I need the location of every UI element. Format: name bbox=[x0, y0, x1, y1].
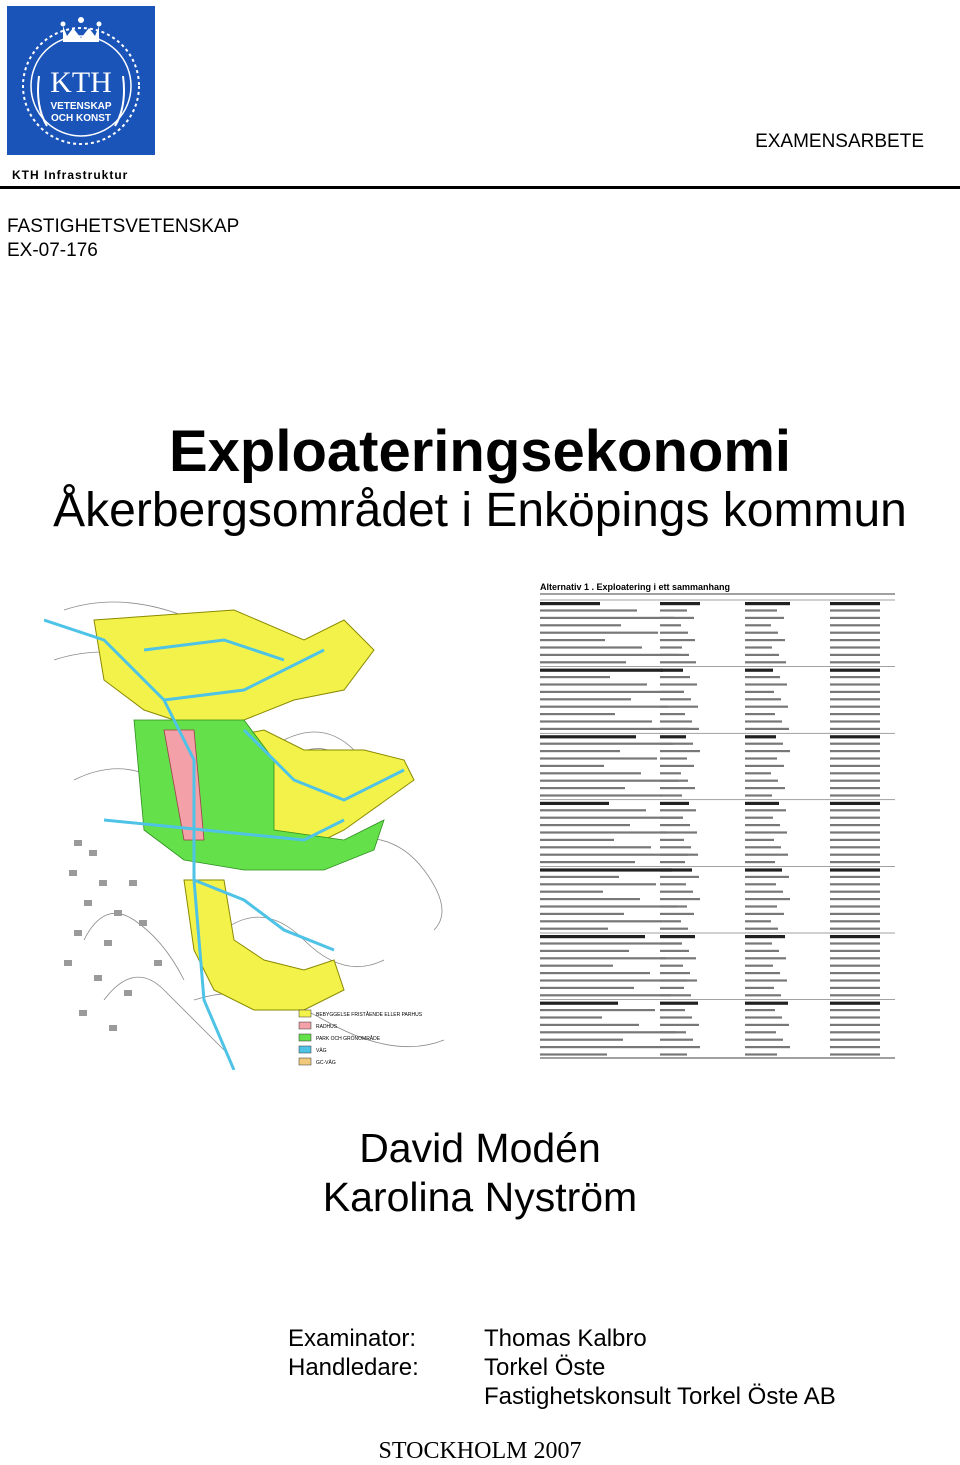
table-text-line bbox=[660, 809, 696, 811]
logo-line2: OCH KONST bbox=[51, 113, 111, 124]
table-text-line bbox=[660, 883, 686, 885]
table-text-line bbox=[745, 780, 778, 782]
table-text-line bbox=[830, 957, 880, 959]
table-text-line bbox=[660, 780, 688, 782]
table-text-line bbox=[660, 824, 690, 826]
table-text-line bbox=[660, 928, 688, 930]
examiner-label: Examinator: bbox=[288, 1325, 417, 1352]
table-text-line bbox=[830, 780, 880, 782]
table-text-line bbox=[540, 965, 613, 967]
table-text-line bbox=[540, 1024, 639, 1026]
table-text-line bbox=[745, 720, 782, 722]
table-text-line bbox=[745, 698, 781, 700]
table-text-line bbox=[660, 1009, 685, 1011]
table-text-line bbox=[745, 928, 778, 930]
table-text-line bbox=[540, 609, 637, 611]
table-text-line bbox=[830, 669, 880, 672]
table-text-line bbox=[830, 920, 880, 922]
table-text-line bbox=[830, 802, 880, 805]
table-text-line bbox=[660, 861, 685, 863]
table-text-line bbox=[830, 817, 880, 819]
table-text-line bbox=[745, 617, 784, 619]
table-text-line bbox=[540, 846, 651, 848]
table-text-line bbox=[660, 713, 685, 715]
table-text-line bbox=[830, 972, 880, 974]
table-text-line bbox=[540, 898, 640, 900]
table-text-line bbox=[540, 654, 679, 656]
table-text-line bbox=[830, 639, 880, 641]
table-text-line bbox=[660, 854, 698, 856]
table-text-line bbox=[660, 728, 699, 730]
svg-text:GC-VÄG: GC-VÄG bbox=[316, 1060, 336, 1066]
table-text-line bbox=[830, 1039, 880, 1041]
table-text-line bbox=[830, 706, 880, 708]
table-text-line bbox=[830, 913, 880, 915]
table-text-line bbox=[745, 706, 788, 708]
table-text-line bbox=[745, 898, 790, 900]
table-text-line bbox=[660, 706, 698, 708]
table-text-line bbox=[660, 676, 690, 678]
table-text-line bbox=[540, 787, 625, 789]
department-name: FASTIGHETSVETENSKAP bbox=[7, 216, 240, 237]
table-text-line bbox=[540, 757, 657, 759]
table-text-line bbox=[540, 669, 663, 672]
table-text-line bbox=[830, 928, 880, 930]
table-text-line bbox=[830, 794, 880, 796]
table-text-line bbox=[745, 691, 774, 693]
table-text-line bbox=[540, 1053, 607, 1055]
table-text-line bbox=[660, 891, 693, 893]
table-text-line bbox=[660, 965, 683, 967]
table-text-line bbox=[660, 876, 699, 878]
table-text-line bbox=[830, 1024, 880, 1026]
table-text-line bbox=[660, 905, 687, 907]
table-text-line bbox=[540, 750, 620, 752]
table-text-line bbox=[830, 691, 880, 693]
table-text-line bbox=[540, 632, 658, 634]
table-text-line bbox=[660, 609, 687, 611]
table-text-line bbox=[830, 868, 880, 871]
table-text-line bbox=[660, 646, 682, 648]
table-text-line bbox=[830, 979, 880, 981]
table-text-line bbox=[830, 809, 880, 811]
header-divider bbox=[0, 186, 960, 189]
table-text-line bbox=[660, 750, 700, 752]
table-text-line bbox=[745, 854, 788, 856]
table-text-line bbox=[540, 617, 674, 619]
table-text-line bbox=[660, 979, 697, 981]
table-text-line bbox=[745, 868, 782, 871]
table-text-line bbox=[745, 1031, 776, 1033]
svg-text:VÄG: VÄG bbox=[316, 1048, 327, 1054]
table-text-line bbox=[745, 987, 774, 989]
table-text-line bbox=[540, 720, 652, 722]
table-text-line bbox=[660, 898, 700, 900]
area-map bbox=[44, 580, 464, 1070]
supervisor-company: Fastighetskonsult Torkel Öste AB bbox=[484, 1383, 836, 1410]
table-text-line bbox=[745, 1024, 789, 1026]
table-text-line bbox=[660, 1002, 698, 1005]
table-text-line bbox=[660, 698, 691, 700]
table-text-line bbox=[745, 654, 779, 656]
table-text-line bbox=[540, 913, 624, 915]
author-1: David Modén bbox=[359, 1125, 601, 1171]
table-text-line bbox=[830, 772, 880, 774]
table-text-line bbox=[540, 994, 671, 996]
table-text-line bbox=[540, 698, 631, 700]
table-text-line bbox=[540, 987, 634, 989]
logo-kth-text: KTH bbox=[50, 66, 112, 99]
table-text-line bbox=[745, 609, 777, 611]
table-text-line bbox=[830, 757, 880, 759]
table-text-line bbox=[745, 683, 787, 685]
table-text-line bbox=[660, 683, 697, 685]
table-text-line bbox=[660, 972, 690, 974]
table-text-line bbox=[540, 1002, 618, 1005]
table-text-line bbox=[745, 839, 774, 841]
table-text-line bbox=[540, 602, 600, 605]
table-text-line bbox=[830, 743, 880, 745]
table-text-line bbox=[830, 624, 880, 626]
table-text-line bbox=[745, 1053, 777, 1055]
supervisor-label: Handledare: bbox=[288, 1354, 419, 1381]
table-text-line bbox=[745, 935, 785, 938]
table-text-line bbox=[745, 632, 778, 634]
table-text-line bbox=[830, 942, 880, 944]
table-text-line bbox=[540, 1046, 660, 1048]
table-text-line bbox=[830, 965, 880, 967]
table-text-line bbox=[745, 883, 776, 885]
table-text-line bbox=[745, 787, 785, 789]
table-text-line bbox=[830, 883, 880, 885]
document-type: EXAMENSARBETE bbox=[755, 131, 924, 152]
table-text-line bbox=[540, 920, 661, 922]
table-text-line bbox=[540, 780, 678, 782]
table-text-line bbox=[830, 728, 880, 730]
table-text-line bbox=[540, 824, 630, 826]
table-text-line bbox=[830, 750, 880, 752]
table-text-line bbox=[745, 994, 781, 996]
table-text-line bbox=[830, 854, 880, 856]
table-text-line bbox=[830, 935, 880, 938]
table-text-line bbox=[660, 772, 681, 774]
table-text-line bbox=[830, 950, 880, 952]
table-text-line bbox=[660, 1024, 699, 1026]
table-text-line bbox=[745, 942, 772, 944]
table-text-line bbox=[660, 935, 695, 938]
table-text-line bbox=[540, 839, 614, 841]
table-text-line bbox=[660, 639, 695, 641]
table-text-line bbox=[745, 1039, 783, 1041]
table-rows bbox=[540, 600, 895, 1056]
svg-text:BEBYGGELSE FRISTÅENDE ELLER PA: BEBYGGELSE FRISTÅENDE ELLER PARHUS bbox=[316, 1012, 423, 1018]
table-text-line bbox=[540, 883, 656, 885]
table-text-line bbox=[830, 602, 880, 605]
table-text-line bbox=[745, 920, 771, 922]
author-2: Karolina Nyström bbox=[322, 1174, 638, 1220]
table-text-line bbox=[830, 1046, 880, 1048]
table-text-line bbox=[660, 1053, 687, 1055]
table-text-line bbox=[540, 713, 615, 715]
svg-text:PARK OCH GRÖNOMRÅDE: PARK OCH GRÖNOMRÅDE bbox=[316, 1036, 381, 1042]
table-text-line bbox=[830, 1009, 880, 1011]
table-text-line bbox=[540, 972, 650, 974]
table-text-line bbox=[540, 928, 608, 930]
location-year: STOCKHOLM 2007 bbox=[378, 1438, 582, 1464]
table-text-line bbox=[660, 1031, 686, 1033]
table-text-line bbox=[830, 905, 880, 907]
table-text-line bbox=[745, 735, 776, 738]
table-text-line bbox=[830, 994, 880, 996]
table-text-line bbox=[830, 891, 880, 893]
table-text-line bbox=[745, 809, 786, 811]
report-title: Exploateringsekonomi bbox=[168, 419, 792, 484]
table-text-line bbox=[540, 868, 672, 871]
map-legend bbox=[299, 1010, 423, 1066]
table-text-line bbox=[745, 661, 786, 663]
svg-text:RADHUS: RADHUS bbox=[316, 1024, 338, 1030]
table-text-line bbox=[660, 757, 687, 759]
table-text-line bbox=[830, 683, 880, 685]
supervisor-name: Torkel Öste bbox=[484, 1354, 606, 1381]
table-text-line bbox=[540, 957, 666, 959]
table-text-line bbox=[745, 824, 780, 826]
report-subtitle: Åkerbergsområdet i Enköpings kommun bbox=[53, 484, 907, 537]
table-text-line bbox=[830, 646, 880, 648]
table-text-line bbox=[745, 765, 784, 767]
table-text-line bbox=[745, 950, 779, 952]
table-text-line bbox=[660, 794, 682, 796]
table-text-line bbox=[745, 1002, 788, 1005]
table-text-line bbox=[830, 713, 880, 715]
table-text-line bbox=[745, 713, 775, 715]
table-text-line bbox=[830, 846, 880, 848]
table-text-line bbox=[745, 1009, 775, 1011]
table-text-line bbox=[745, 602, 790, 605]
table-text-line bbox=[745, 979, 787, 981]
table-text-line bbox=[540, 683, 647, 685]
calculation-table-image bbox=[530, 578, 900, 1078]
table-text-line bbox=[660, 661, 696, 663]
table-text-line bbox=[660, 632, 688, 634]
table-text-line bbox=[745, 646, 772, 648]
table-text-line bbox=[745, 794, 772, 796]
table-text-line bbox=[540, 831, 667, 833]
table-text-line bbox=[830, 839, 880, 841]
table-text-line bbox=[660, 817, 683, 819]
table-text-line bbox=[660, 831, 697, 833]
table-text-line bbox=[830, 676, 880, 678]
table-text-line bbox=[660, 1039, 693, 1041]
table-text-line bbox=[830, 861, 880, 863]
table-heading: Alternativ 1 . Exploatering i ett sammanhang bbox=[540, 582, 731, 592]
table-text-line bbox=[830, 720, 880, 722]
table-text-line bbox=[660, 743, 693, 745]
table-text-line bbox=[745, 750, 790, 752]
organization-name: KTH Infrastruktur bbox=[12, 168, 129, 182]
table-text-line bbox=[745, 891, 783, 893]
table-text-line bbox=[745, 743, 783, 745]
table-text-line bbox=[540, 735, 636, 738]
table-text-line bbox=[540, 876, 619, 878]
table-text-line bbox=[660, 617, 694, 619]
table-text-line bbox=[830, 787, 880, 789]
table-text-line bbox=[830, 1002, 880, 1005]
report-code: EX-07-176 bbox=[7, 240, 98, 261]
table-text-line bbox=[540, 802, 609, 805]
table-text-line bbox=[660, 654, 689, 656]
table-text-line bbox=[540, 935, 645, 938]
table-text-line bbox=[660, 920, 681, 922]
table-text-line bbox=[830, 1031, 880, 1033]
table-text-line bbox=[830, 654, 880, 656]
table-text-line bbox=[745, 728, 789, 730]
table-text-line bbox=[830, 765, 880, 767]
table-text-line bbox=[830, 617, 880, 619]
table-text-line bbox=[745, 957, 786, 959]
table-text-line bbox=[745, 831, 787, 833]
table-text-line bbox=[540, 661, 626, 663]
table-text-line bbox=[745, 905, 777, 907]
table-text-line bbox=[540, 706, 668, 708]
table-text-line bbox=[540, 1039, 623, 1041]
table-text-line bbox=[540, 639, 605, 641]
table-text-line bbox=[660, 669, 683, 672]
table-text-line bbox=[830, 632, 880, 634]
table-text-line bbox=[660, 987, 684, 989]
table-text-line bbox=[660, 765, 694, 767]
table-text-line bbox=[540, 772, 641, 774]
table-text-line bbox=[745, 757, 777, 759]
table-text-line bbox=[660, 720, 692, 722]
table-text-line bbox=[660, 942, 682, 944]
table-text-line bbox=[660, 691, 684, 693]
table-text-line bbox=[660, 1046, 700, 1048]
kth-logo bbox=[7, 6, 155, 155]
table-text-line bbox=[830, 1053, 880, 1055]
table-text-line bbox=[830, 831, 880, 833]
table-text-line bbox=[660, 802, 689, 805]
table-text-line bbox=[745, 972, 780, 974]
authors bbox=[0, 1124, 960, 1222]
table-text-line bbox=[830, 987, 880, 989]
table-text-line bbox=[540, 861, 635, 863]
table-text-line bbox=[830, 661, 880, 663]
table-text-line bbox=[745, 676, 780, 678]
table-text-line bbox=[540, 809, 646, 811]
table-text-line bbox=[660, 624, 681, 626]
table-text-line bbox=[540, 905, 677, 907]
table-text-line bbox=[540, 794, 662, 796]
table-text-line bbox=[660, 846, 691, 848]
table-text-line bbox=[660, 787, 695, 789]
table-text-line bbox=[745, 1016, 782, 1018]
table-text-line bbox=[660, 868, 692, 871]
table-text-line bbox=[745, 624, 771, 626]
table-text-line bbox=[540, 1009, 655, 1011]
table-text-line bbox=[745, 965, 773, 967]
table-text-line bbox=[830, 898, 880, 900]
table-text-line bbox=[540, 950, 629, 952]
department-block bbox=[7, 215, 239, 263]
table-text-line bbox=[540, 891, 603, 893]
table-text-line bbox=[745, 817, 773, 819]
table-text-line bbox=[660, 1016, 692, 1018]
table-text-line bbox=[660, 913, 694, 915]
table-text-line bbox=[745, 639, 785, 641]
table-text-line bbox=[830, 824, 880, 826]
table-text-line bbox=[830, 698, 880, 700]
table-text-line bbox=[830, 876, 880, 878]
table-text-line bbox=[745, 846, 781, 848]
table-text-line bbox=[745, 669, 773, 672]
table-text-line bbox=[745, 802, 779, 805]
examiner-name: Thomas Kalbro bbox=[484, 1325, 647, 1352]
logo-line1: VETENSKAP bbox=[50, 101, 112, 112]
table-text-line bbox=[660, 839, 684, 841]
table-text-line bbox=[540, 1016, 602, 1018]
table-text-line bbox=[660, 950, 689, 952]
table-text-line bbox=[660, 957, 696, 959]
table-text-line bbox=[745, 861, 775, 863]
table-text-line bbox=[745, 913, 784, 915]
table-text-line bbox=[540, 1031, 676, 1033]
table-text-line bbox=[745, 772, 771, 774]
table-text-line bbox=[660, 602, 700, 605]
table-text-line bbox=[540, 765, 604, 767]
table-text-line bbox=[540, 743, 673, 745]
table-text-line bbox=[540, 646, 642, 648]
table-text-line bbox=[540, 624, 621, 626]
table-text-line bbox=[660, 735, 686, 738]
table-text-line bbox=[745, 876, 789, 878]
table-text-line bbox=[830, 735, 880, 738]
table-text-line bbox=[830, 1016, 880, 1018]
table-text-line bbox=[745, 1046, 790, 1048]
table-text-line bbox=[830, 609, 880, 611]
existing-buildings bbox=[64, 840, 162, 1031]
table-text-line bbox=[660, 994, 691, 996]
table-text-line bbox=[540, 676, 610, 678]
